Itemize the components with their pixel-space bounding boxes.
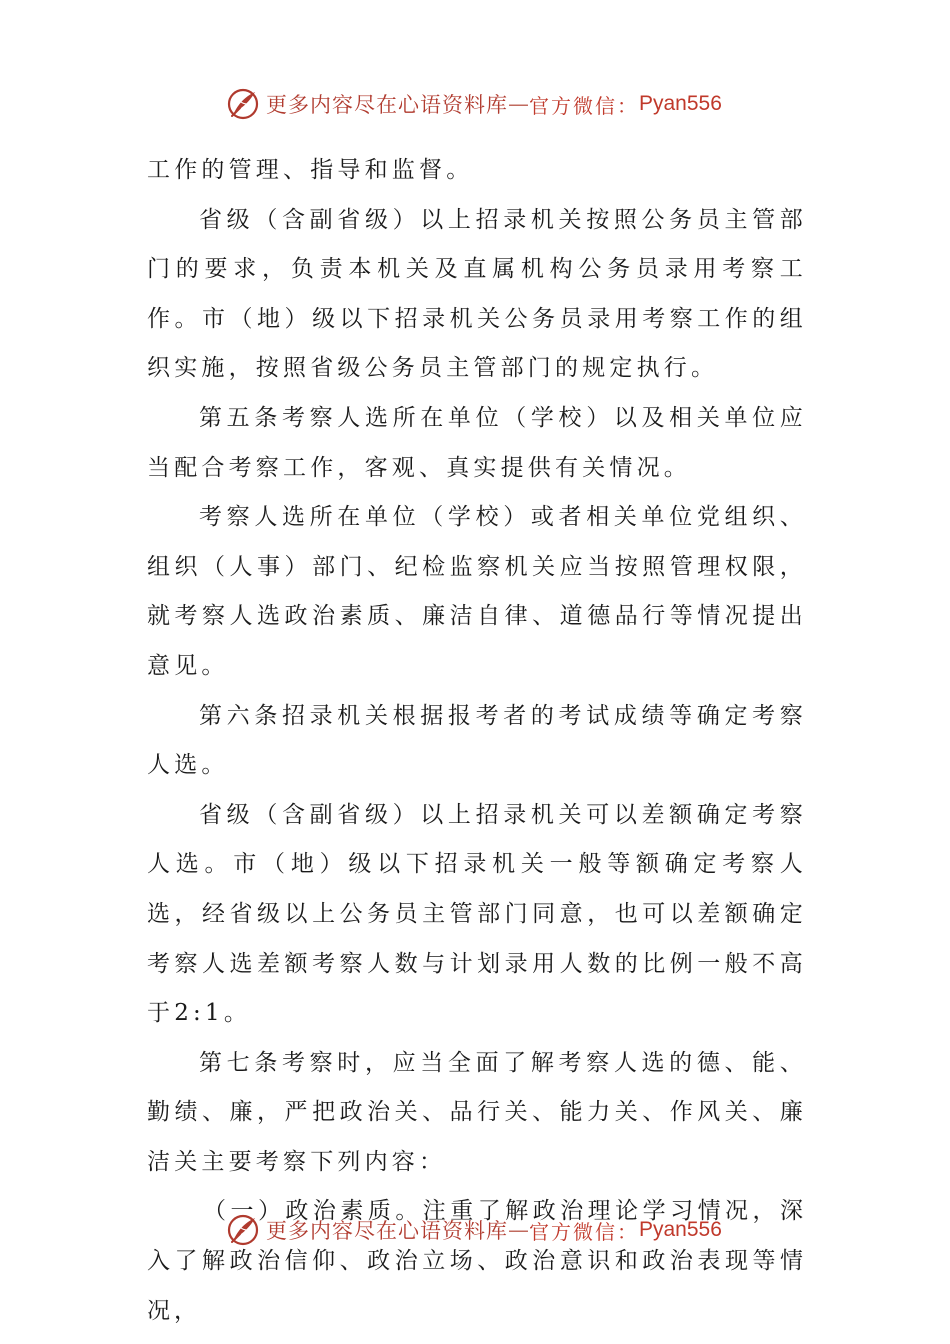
quill-logo-icon — [226, 87, 260, 121]
site-slogan: 更多内容尽在心语资料库 — [266, 93, 508, 117]
paragraph-article-7: 第七条考察时，应当全面了解考察人选的德、能、勤绩、廉，严把政治关、品行关、能力关、作风关、廉洁关主要考察下列内容： — [147, 1049, 807, 1175]
wechat-id: Pyan556 — [639, 1218, 722, 1241]
paragraph-1: 工作的管理、指导和监督。 — [147, 157, 474, 183]
document-body — [147, 146, 807, 1336]
wechat-label: 官方微信： — [529, 1219, 639, 1244]
paragraph-6: 省级（含副省级）以上招录机关可以差额确定考察人选。市（地）级以下招录机关一般等额确定考察人选，经省级以上公务员主管部门同意，也可以差额确定考察人选差额考察人数与计划录用人数的比例一般不高于2:1。 — [147, 801, 807, 1027]
wechat-id: Pyan556 — [639, 92, 722, 115]
separator-dash: — — [508, 92, 529, 116]
paragraph-article-5: 第五条考察人选所在单位（学校）以及相关单位应当配合考察工作，客观、真实提供有关情况。 — [147, 404, 807, 481]
wechat-label: 官方微信： — [529, 93, 639, 118]
site-slogan: 更多内容尽在心语资料库 — [266, 1219, 508, 1243]
quill-logo-icon — [226, 1213, 260, 1247]
footer-banner — [226, 1210, 746, 1250]
separator-dash: — — [508, 1218, 529, 1242]
paragraph-2: 省级（含副省级）以上招录机关按照公务员主管部门的要求，负责本机关及直属机构公务员录用考察工作。市（地）级以下招录机关公务员录用考察工作的组织实施，按照省级公务员主管部门的规定执行。 — [147, 206, 807, 382]
paragraph-article-6: 第六条招录机关根据报考者的考试成绩等确定考察人选。 — [147, 702, 807, 779]
header-banner — [226, 84, 746, 124]
paragraph-item-1: （一）政治素质。注重了解政治理论学习情况，深入了解政治信仰、政治立场、政治意识和政治表现等情况， — [147, 1198, 807, 1324]
paragraph-4: 考察人选所在单位（学校）或者相关单位党组织、组织（人事）部门、纪检监察机关应当按照管理权限，就考察人选政治素质、廉洁自律、道德品行等情况提出意见。 — [147, 504, 807, 679]
